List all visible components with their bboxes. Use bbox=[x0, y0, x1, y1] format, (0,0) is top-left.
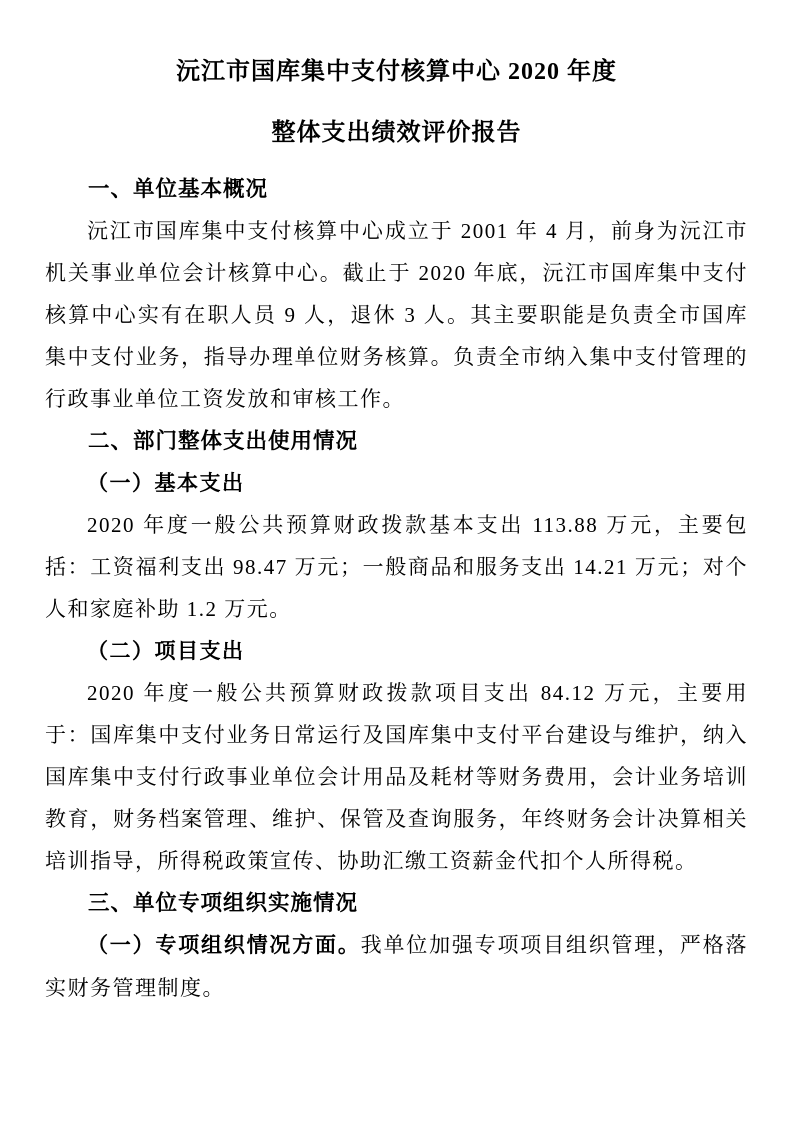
section-3-sub-1-lead: （一）专项组织情况方面。 bbox=[87, 934, 361, 957]
section-1-paragraph: 沅江市国库集中支付核算中心成立于 2001 年 4 月，前身为沅江市机关事业单位会计核算中心。截止于 2020 年底，沅江市国库集中支付核算中心实有在职人员 9 人，退休 3 人。其主要职能是负责全市国库集中支付业务，指导办理单位财务核算。负责全市纳入集中支付管理的行政事业单位工资发放和审核工作。 bbox=[45, 219, 748, 411]
document-title-line1: 沅江市国库集中支付核算中心 2020 年度 bbox=[176, 59, 617, 85]
section-2-sub-2-heading: （二）项目支出 bbox=[87, 639, 245, 663]
section-2-heading: 二、部门整体支出使用情况 bbox=[88, 429, 359, 453]
document-title-line2: 整体支出绩效评价报告 bbox=[271, 120, 522, 146]
section-2-sub-2-paragraph: 2020 年度一般公共预算财政拨款项目支出 84.12 万元，主要用于：国库集中支付业务日常运行及国库集中支付平台建设与维护，纳入国库集中支付行政事业单位会计用品及耗材等财务费用，会计业务培训教育，财务档案管理、维护、保管及查询服务，年终财务会计决算相关培训指导，所得税政策宣传、协助汇缴工资薪金代扣个人所得税。 bbox=[45, 681, 748, 873]
section-2-sub-1-heading: （一）基本支出 bbox=[87, 471, 245, 495]
section-1-heading: 一、单位基本概况 bbox=[88, 177, 269, 201]
section-3-sub-1-text: 我单位加强专项项目组织管理，严格落实财务管理制度。 bbox=[45, 933, 749, 1000]
section-3-heading: 三、单位专项组织实施情况 bbox=[88, 891, 359, 915]
section-3-sub-1-paragraph bbox=[45, 924, 748, 1009]
section-2-sub-1-paragraph: 2020 年度一般公共预算财政拨款基本支出 113.88 万元，主要包括：工资福利支出 98.47 万元；一般商品和服务支出 14.21 万元；对个人和家庭补助 1.2 万元。 bbox=[45, 513, 748, 621]
